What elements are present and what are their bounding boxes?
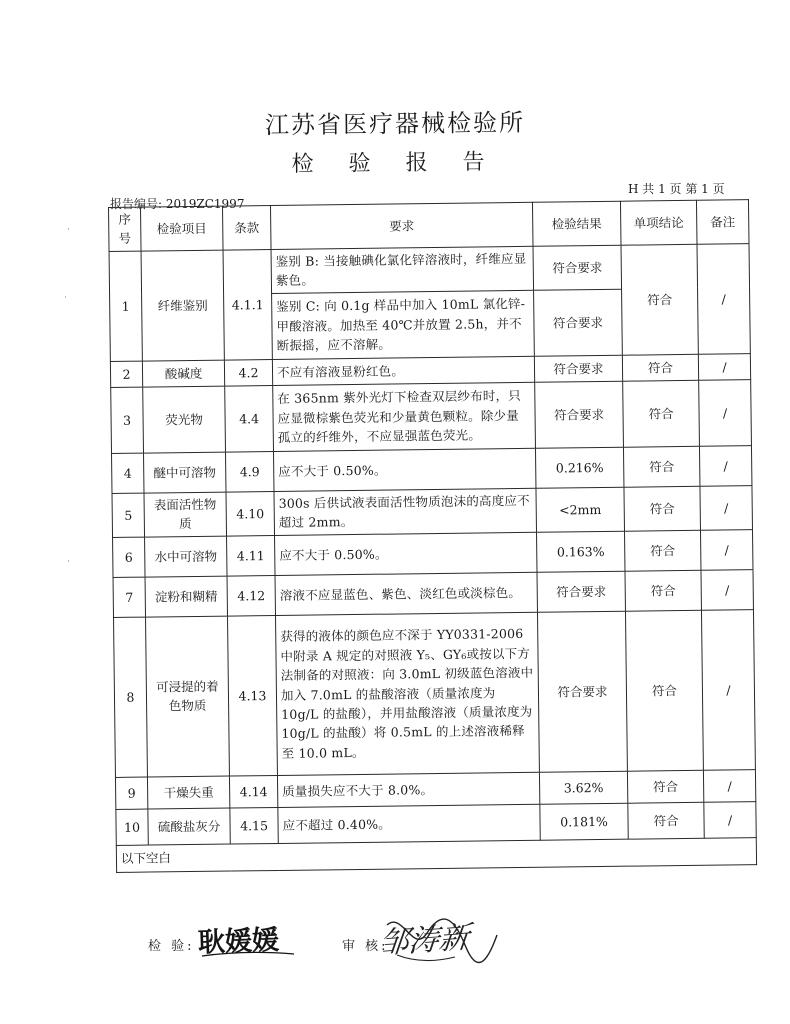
row-remark: /	[699, 379, 752, 446]
inspector-signature-image	[196, 912, 300, 966]
row-result: 3.62%	[539, 771, 627, 804]
row-conclusion: 符合	[627, 770, 703, 803]
table-header-row	[109, 200, 749, 252]
svg-text:耿媛媛: 耿媛媛	[197, 924, 280, 959]
inspection-table	[108, 199, 757, 873]
inspector-label: 检 验:	[148, 939, 195, 954]
row-remark: /	[701, 609, 755, 770]
row-conclusion: 符合	[623, 446, 699, 487]
row-conclusion: 符合	[623, 380, 700, 447]
row-result: 符合要求	[533, 245, 622, 290]
row-no: 8	[114, 617, 148, 777]
row-no: 9	[115, 777, 147, 809]
row-result: 0.216%	[535, 447, 623, 488]
row-no: 10	[116, 809, 148, 845]
report-number: 报告编号: 2019ZC1997	[110, 197, 245, 211]
row-no: 7	[113, 577, 145, 617]
row-clause: 4.14	[229, 775, 277, 808]
row-requirement: 鉴别 B: 当接触碘化氯化锌溶液时，纤维应显紫色。	[271, 246, 534, 293]
row-remark: /	[700, 529, 752, 570]
row-requirement: 溶液不应显蓝色、紫色、淡红色或淡棕色。	[275, 572, 537, 615]
row-clause: 4.15	[230, 807, 278, 844]
row-result: 符合要求	[534, 289, 623, 356]
reviewer-label: 审 核:	[342, 939, 389, 954]
row-result: 符合要求	[537, 611, 627, 772]
blank-below-note: 以下空白	[116, 837, 756, 872]
table-row	[109, 243, 749, 295]
reviewer-signature-block	[342, 935, 389, 954]
row-remark: /	[701, 569, 753, 610]
row-item: 表面活性物质	[144, 492, 227, 537]
row-result: 符合要求	[537, 571, 625, 612]
row-remark: /	[700, 485, 753, 530]
row-item: 可浸提的着色物质	[146, 616, 230, 777]
page-info: H 共 1 页 第 1 页	[628, 182, 725, 196]
row-conclusion: 符合	[624, 486, 701, 531]
col-header-clause: 条款	[222, 206, 271, 250]
row-clause: 4.2	[224, 359, 272, 386]
row-requirement: 不应有溶液显粉红色。	[272, 356, 534, 385]
row-no: 6	[113, 537, 145, 577]
row-remark: /	[699, 445, 751, 486]
row-requirement: 获得的液体的颜色应不深于 YY0331-2006 中附录 A 规定的对照液 Y₅、GY₆或按以下方法制备的对照液：向 3.0mL 初级蓝色溶液中加入 7.0mL 的盐酸溶液（质量浓度为 10g/L 的盐酸），并用盐酸溶液（质量浓度为 10g/L 的盐酸）将 0.5mL 的上述溶液稀释至 10.0 mL。	[275, 612, 539, 775]
row-item: 纤维鉴别	[141, 250, 224, 361]
row-requirement: 在 365nm 紫外光灯下检查双层纱布时，只应显微棕紫色荧光和少量黄色颗粒。除少量孤立的纤维外，不应显强蓝色荧光。	[273, 382, 536, 451]
row-item: 醚中可溶物	[144, 452, 226, 493]
row-conclusion: 符合	[625, 570, 701, 611]
row-remark: /	[704, 801, 756, 838]
scan-mark: ˙	[66, 560, 71, 571]
row-conclusion: 符合	[622, 354, 698, 381]
row-clause: 4.11	[227, 535, 275, 576]
col-header-requirement: 要求	[270, 202, 533, 249]
reviewer-signature-image	[383, 905, 501, 971]
row-no: 5	[112, 493, 145, 537]
scan-mark: ˙	[63, 296, 68, 307]
col-header-remark: 备注	[696, 200, 749, 244]
row-requirement: 应不大于 0.50%。	[273, 448, 535, 491]
row-result: 0.181%	[540, 803, 628, 840]
row-item: 淀粉和糊精	[145, 576, 227, 617]
row-conclusion: 符合	[621, 244, 698, 355]
row-clause: 4.12	[227, 575, 275, 616]
row-item: 水中可溶物	[145, 536, 227, 577]
row-conclusion: 符合	[624, 530, 700, 571]
row-item: 酸碱度	[142, 360, 224, 387]
row-requirement: 应不超过 0.40%。	[278, 804, 540, 843]
col-header-no: 序号	[109, 207, 142, 251]
row-clause: 4.4	[225, 385, 274, 452]
row-item: 硫酸盐灰分	[148, 808, 230, 845]
svg-text:邹涛新: 邹涛新	[383, 920, 471, 962]
row-remark: /	[703, 769, 755, 802]
scan-mark: ˙	[66, 228, 71, 239]
row-clause: 4.13	[228, 615, 278, 776]
row-clause: 4.9	[225, 451, 273, 492]
row-conclusion: 符合	[628, 802, 704, 839]
row-no: 3	[111, 387, 144, 453]
row-result: 符合要求	[535, 381, 624, 448]
row-remark: /	[697, 243, 750, 354]
row-no: 4	[112, 453, 144, 493]
row-clause: 4.1.1	[223, 249, 272, 360]
reviewer-signature	[383, 905, 501, 975]
institute-name: 江苏省医疗器械检验所	[264, 108, 526, 140]
table-row	[111, 379, 752, 453]
row-no: 2	[110, 361, 142, 387]
row-no: 1	[109, 251, 142, 361]
row-requirement: 300s 后供试液表面活性物质泡沫的高度应不超过 2mm。	[274, 488, 537, 535]
inspector-signature	[196, 912, 300, 970]
col-header-conclusion: 单项结论	[620, 200, 697, 245]
col-header-result: 检验结果	[532, 201, 621, 246]
table-row	[112, 485, 752, 537]
col-header-item: 检验项目	[141, 206, 224, 251]
row-conclusion: 符合	[625, 610, 703, 771]
row-result: 0.163%	[537, 531, 625, 572]
row-requirement: 鉴别 C: 向 0.1g 样品中加入 10mL 氯化锌-甲酸溶液。加热至 40℃并放置 2.5h，并不断振摇，应不溶解。	[272, 290, 535, 359]
row-remark: /	[698, 353, 750, 380]
row-result: <2mm	[536, 487, 625, 532]
row-requirement: 质量损失应不大于 8.0%。	[277, 772, 539, 807]
row-requirement: 应不大于 0.50%。	[275, 532, 537, 575]
row-item: 干燥失重	[147, 776, 229, 809]
row-item: 荧光物	[143, 386, 226, 453]
row-result: 符合要求	[534, 355, 622, 382]
report-title: 检 验 报 告	[291, 149, 499, 178]
table-row	[114, 609, 756, 777]
row-clause: 4.10	[226, 491, 275, 536]
inspector-signature-block	[148, 935, 195, 954]
